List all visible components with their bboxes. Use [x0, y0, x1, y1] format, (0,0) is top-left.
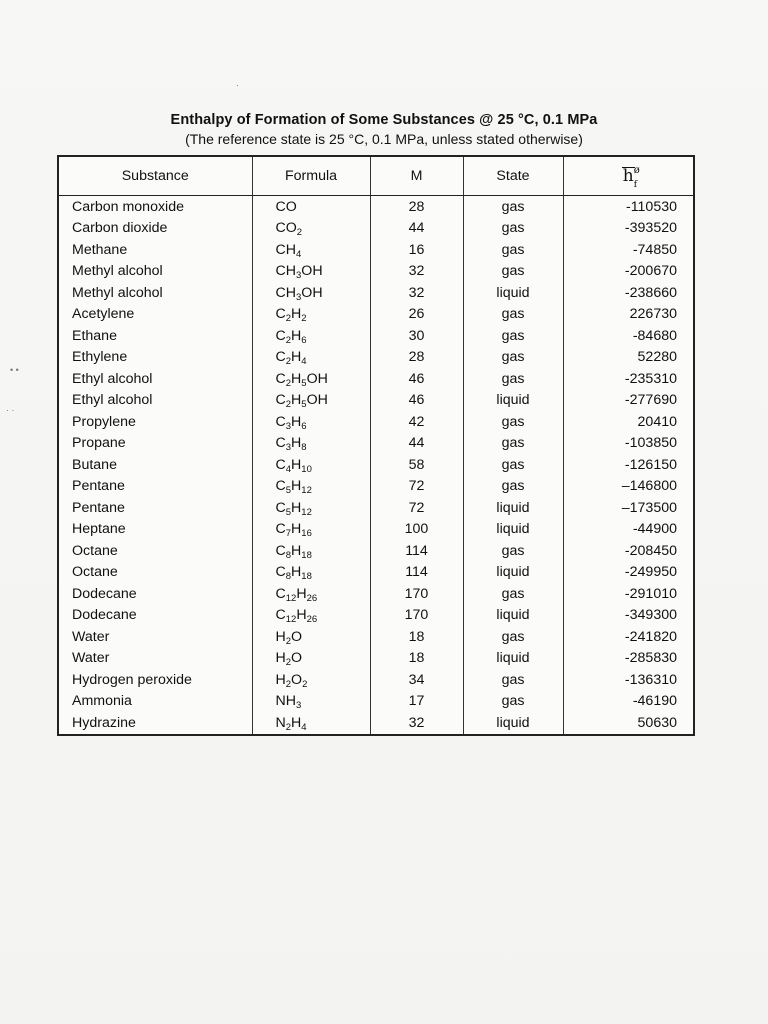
formula-element: OH [306, 370, 328, 387]
cell-state: liquid [463, 712, 563, 734]
enthalpy-symbol-base: h [622, 165, 634, 186]
cell-enthalpy: -110530 [563, 196, 693, 218]
cell-formula [252, 239, 370, 261]
cell-substance: Methyl alcohol [72, 284, 163, 301]
table-row [59, 433, 693, 455]
cell-molar-mass: 18 [370, 648, 463, 670]
cell-substance: Ethylene [72, 349, 128, 366]
formula-element: C [275, 564, 286, 581]
cell-enthalpy: -241820 [563, 626, 693, 648]
formula-element: C [275, 542, 286, 559]
formula-element: H [291, 714, 302, 731]
formula-subscript: 26 [306, 592, 318, 604]
formula-subscript: 8 [285, 549, 292, 561]
cell-state: liquid [463, 605, 563, 627]
enthalpy-symbol [622, 164, 640, 190]
formula-subscript: 18 [301, 571, 312, 583]
cell-molar-mass: 26 [370, 304, 463, 326]
cell-enthalpy: -291010 [563, 583, 693, 605]
cell-state: liquid [463, 282, 563, 304]
formula-subscript: 5 [285, 485, 292, 497]
cell-state: gas [463, 454, 563, 476]
cell-enthalpy: 50630 [563, 712, 693, 734]
cell-state: liquid [463, 562, 563, 584]
cell-enthalpy: -249950 [563, 562, 693, 584]
cell-state: gas [463, 540, 563, 562]
formula-element: H [291, 370, 302, 387]
cell-state: liquid [463, 390, 563, 412]
table-row [59, 540, 693, 562]
formula-element: H [296, 607, 307, 624]
table-row [59, 261, 693, 283]
formula-subscript: 26 [306, 614, 318, 626]
cell-substance: Pentane [72, 478, 125, 495]
cell-formula [252, 691, 370, 713]
cell-molar-mass: 17 [370, 691, 463, 713]
formula-element: C [275, 456, 286, 473]
cell-substance: Ethane [72, 327, 117, 344]
cell-formula [252, 196, 370, 218]
cell-enthalpy: -277690 [563, 390, 693, 412]
cell-formula [252, 368, 370, 390]
cell-molar-mass: 170 [370, 583, 463, 605]
formula-subscript: 5 [285, 506, 292, 518]
formula-element: H [291, 306, 302, 323]
formula-element: H [291, 456, 302, 473]
cell-substance: Water [72, 650, 110, 667]
cell-molar-mass: 100 [370, 519, 463, 541]
formula-element: H [291, 542, 302, 559]
cell-molar-mass: 72 [370, 497, 463, 519]
cell-state: gas [463, 669, 563, 691]
formula-element: H [275, 650, 286, 667]
formula-subscript: 6 [301, 334, 307, 346]
formula-subscript: 2 [301, 313, 307, 325]
cell-molar-mass: 170 [370, 605, 463, 627]
cell-molar-mass: 18 [370, 626, 463, 648]
table-row [59, 712, 693, 734]
cell-enthalpy: -84680 [563, 325, 693, 347]
enthalpy-symbol-sub: f [633, 179, 638, 190]
formula-subscript: 7 [285, 528, 292, 540]
cell-enthalpy: -208450 [563, 540, 693, 562]
cell-formula [252, 669, 370, 691]
formula-element: C [275, 413, 286, 430]
cell-state: gas [463, 368, 563, 390]
formula-subscript: 5 [301, 377, 307, 389]
formula-element: H [291, 478, 302, 495]
header-substance: Substance [59, 157, 252, 196]
cell-molar-mass: 32 [370, 282, 463, 304]
table-row [59, 196, 693, 218]
cell-enthalpy: –173500 [563, 497, 693, 519]
cell-molar-mass: 32 [370, 261, 463, 283]
cell-substance: Methyl alcohol [72, 263, 163, 280]
cell-enthalpy: 52280 [563, 347, 693, 369]
cell-substance: Carbon dioxide [72, 220, 168, 237]
formula-element: H [291, 392, 302, 409]
cell-formula [252, 454, 370, 476]
scan-speck: · · [6, 405, 15, 415]
cell-state: gas [463, 476, 563, 498]
cell-formula [252, 261, 370, 283]
cell-substance: Heptane [72, 521, 126, 538]
cell-molar-mass: 16 [370, 239, 463, 261]
cell-state: gas [463, 239, 563, 261]
formula-subscript: 6 [301, 420, 307, 432]
table-row [59, 239, 693, 261]
cell-state: gas [463, 411, 563, 433]
cell-state: liquid [463, 519, 563, 541]
table-row [59, 583, 693, 605]
formula-element: CH [275, 263, 296, 280]
cell-formula [252, 411, 370, 433]
cell-substance: Octane [72, 542, 118, 559]
formula-subscript: 12 [285, 592, 297, 604]
formula-subscript: 2 [285, 377, 292, 389]
cell-enthalpy: -238660 [563, 282, 693, 304]
page-subtitle: (The reference state is 25 °C, 0.1 MPa, unless stated otherwise) [185, 131, 583, 147]
cell-molar-mass: 58 [370, 454, 463, 476]
formula-element: C [275, 327, 286, 344]
formula-element: H [291, 499, 302, 516]
cell-molar-mass: 114 [370, 562, 463, 584]
cell-substance: Pentane [72, 499, 125, 516]
formula-element: C [275, 392, 286, 409]
cell-molar-mass: 46 [370, 368, 463, 390]
cell-formula [252, 519, 370, 541]
cell-enthalpy: 226730 [563, 304, 693, 326]
cell-substance: Ethyl alcohol [72, 392, 153, 409]
table-row [59, 519, 693, 541]
table-row [59, 497, 693, 519]
table-row [59, 669, 693, 691]
formula-element: H [291, 327, 302, 344]
formula-subscript: 3 [296, 700, 302, 712]
cell-state: gas [463, 218, 563, 240]
formula-element: C [275, 521, 286, 538]
formula-subscript: 2 [285, 721, 292, 733]
formula-subscript: 4 [301, 721, 307, 733]
table-header-row [59, 157, 693, 196]
header-molar-mass: M [370, 157, 463, 196]
scan-speck: • • [10, 365, 19, 375]
formula-subscript: 2 [285, 635, 292, 647]
table-row [59, 218, 693, 240]
formula-element: H [291, 349, 302, 366]
page-title: Enthalpy of Formation of Some Substances @ 25 °C, 0.1 MPa [170, 112, 598, 128]
formula-element: O [291, 650, 303, 667]
formula-subscript: 3 [296, 270, 302, 282]
formula-element: H [275, 628, 286, 645]
formula-subscript: 2 [285, 678, 292, 690]
formula-element: H [291, 521, 302, 538]
cell-formula [252, 282, 370, 304]
formula-subscript: 8 [285, 571, 292, 583]
cell-formula [252, 325, 370, 347]
cell-molar-mass: 72 [370, 476, 463, 498]
formula-element: O [291, 671, 303, 688]
cell-substance: Methane [72, 241, 128, 258]
cell-substance: Propylene [72, 413, 136, 430]
formula-subscript: 5 [301, 399, 307, 411]
formula-subscript: 2 [285, 334, 292, 346]
cell-state: gas [463, 347, 563, 369]
formula-element: H [291, 564, 302, 581]
table-row [59, 368, 693, 390]
formula-subscript: 2 [302, 678, 308, 690]
cell-molar-mass: 44 [370, 433, 463, 455]
cell-substance: Hydrogen peroxide [72, 671, 192, 688]
formula-element: H [291, 413, 302, 430]
cell-enthalpy: -103850 [563, 433, 693, 455]
formula-element: OH [301, 284, 323, 301]
formula-element: CH [275, 241, 296, 258]
cell-formula [252, 476, 370, 498]
formula-subscript: 12 [301, 506, 312, 518]
cell-substance: Dodecane [72, 585, 137, 602]
cell-state: gas [463, 626, 563, 648]
formula-element: H [296, 585, 307, 602]
formula-subscript: 2 [296, 227, 303, 239]
formula-subscript: 2 [285, 356, 292, 368]
cell-state: gas [463, 433, 563, 455]
cell-state: gas [463, 325, 563, 347]
cell-state: gas [463, 583, 563, 605]
formula-element: C [275, 370, 286, 387]
table-row [59, 282, 693, 304]
cell-substance: Carbon monoxide [72, 198, 184, 215]
cell-state: liquid [463, 497, 563, 519]
table-row [59, 325, 693, 347]
formula-element: C [275, 499, 286, 516]
cell-enthalpy: -200670 [563, 261, 693, 283]
table-row [59, 562, 693, 584]
table-row [59, 691, 693, 713]
cell-substance: Acetylene [72, 306, 135, 323]
cell-substance: Butane [72, 456, 117, 473]
formula-subscript: 4 [301, 356, 307, 368]
cell-formula [252, 347, 370, 369]
cell-formula [252, 218, 370, 240]
cell-enthalpy: -235310 [563, 368, 693, 390]
cell-formula [252, 626, 370, 648]
cell-enthalpy: -44900 [563, 519, 693, 541]
cell-enthalpy: -393520 [563, 218, 693, 240]
cell-state: gas [463, 196, 563, 218]
cell-substance: Dodecane [72, 607, 137, 624]
cell-molar-mass: 32 [370, 712, 463, 734]
formula-element: H [275, 671, 286, 688]
cell-formula [252, 497, 370, 519]
cell-formula [252, 583, 370, 605]
formula-subscript: 16 [301, 528, 312, 540]
formula-subscript: 3 [285, 420, 292, 432]
cell-substance: Ammonia [72, 693, 132, 710]
cell-substance: Ethyl alcohol [72, 370, 153, 387]
formula-element: CH [275, 284, 296, 301]
formula-element: C [275, 607, 286, 624]
formula-subscript: 2 [285, 313, 292, 325]
cell-formula [252, 304, 370, 326]
cell-state: gas [463, 691, 563, 713]
enthalpy-symbol-sup: ø [633, 164, 640, 176]
cell-molar-mass: 46 [370, 390, 463, 412]
cell-formula [252, 433, 370, 455]
cell-molar-mass: 44 [370, 218, 463, 240]
header-state: State [463, 157, 563, 196]
cell-formula [252, 562, 370, 584]
formula-subscript: 3 [285, 442, 292, 454]
table-row [59, 476, 693, 498]
header-formula: Formula [252, 157, 370, 196]
table-row [59, 605, 693, 627]
formula-element: OH [306, 392, 328, 409]
table-row [59, 648, 693, 670]
cell-molar-mass: 34 [370, 669, 463, 691]
cell-molar-mass: 42 [370, 411, 463, 433]
cell-enthalpy: –146800 [563, 476, 693, 498]
cell-molar-mass: 30 [370, 325, 463, 347]
cell-formula [252, 390, 370, 412]
formula-subscript: 12 [301, 485, 312, 497]
enthalpy-table-frame [57, 155, 695, 736]
formula-element: H [291, 435, 302, 452]
cell-state: gas [463, 304, 563, 326]
formula-subscript: 4 [296, 248, 302, 260]
table-body [59, 196, 693, 734]
scan-speck: · [236, 80, 239, 90]
cell-molar-mass: 28 [370, 347, 463, 369]
cell-formula [252, 540, 370, 562]
formula-element: C [275, 585, 286, 602]
formula-subscript: 2 [285, 657, 292, 669]
formula-subscript: 4 [285, 463, 292, 475]
header-enthalpy [563, 157, 693, 196]
table-row [59, 390, 693, 412]
formula-subscript: 12 [285, 614, 297, 626]
formula-subscript: 8 [301, 442, 307, 454]
cell-enthalpy: -285830 [563, 648, 693, 670]
formula-subscript: 18 [301, 549, 312, 561]
cell-enthalpy: 20410 [563, 411, 693, 433]
cell-state: liquid [463, 648, 563, 670]
table-row [59, 454, 693, 476]
cell-enthalpy: -349300 [563, 605, 693, 627]
table-row [59, 347, 693, 369]
formula-element: OH [301, 263, 323, 280]
cell-substance: Octane [72, 564, 118, 581]
formula-element: CO [275, 220, 297, 237]
formula-element: O [291, 628, 303, 645]
formula-element: C [275, 435, 286, 452]
cell-molar-mass: 114 [370, 540, 463, 562]
table-row [59, 411, 693, 433]
formula-element: CO [275, 198, 297, 215]
formula-element: C [275, 478, 286, 495]
cell-substance: Propane [72, 435, 126, 452]
formula-element: N [275, 714, 286, 731]
table-row [59, 304, 693, 326]
enthalpy-table [59, 157, 693, 734]
formula-subscript: 2 [285, 399, 292, 411]
formula-element: C [275, 306, 286, 323]
formula-subscript: 3 [296, 291, 302, 303]
formula-subscript: 10 [301, 463, 312, 475]
cell-formula [252, 605, 370, 627]
cell-enthalpy: -136310 [563, 669, 693, 691]
cell-formula [252, 648, 370, 670]
cell-enthalpy: -74850 [563, 239, 693, 261]
cell-formula [252, 712, 370, 734]
formula-element: C [275, 349, 286, 366]
cell-enthalpy: -46190 [563, 691, 693, 713]
cell-substance: Water [72, 628, 110, 645]
table-row [59, 626, 693, 648]
formula-element: NH [275, 693, 296, 710]
cell-substance: Hydrazine [72, 714, 136, 731]
cell-molar-mass: 28 [370, 196, 463, 218]
cell-enthalpy: -126150 [563, 454, 693, 476]
cell-state: gas [463, 261, 563, 283]
